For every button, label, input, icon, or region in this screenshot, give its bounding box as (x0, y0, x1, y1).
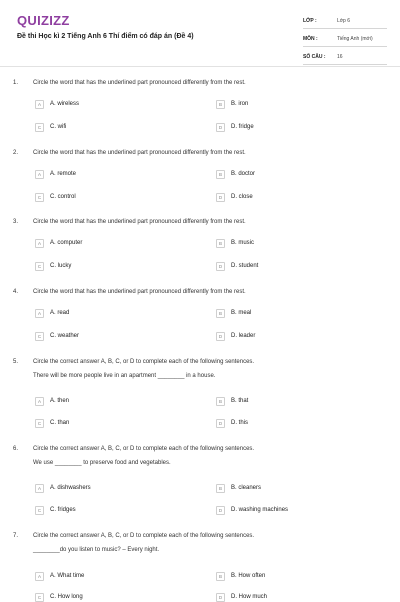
question-text: Circle the word that has the underlined part pronounced differently from the rest. (33, 150, 246, 156)
option-label: B. cleaners (231, 485, 262, 491)
option-label: A. dishwashers (50, 485, 91, 491)
option-letter-box: A (35, 572, 44, 581)
option-label: D. fridge (231, 124, 254, 130)
option-d[interactable] (216, 592, 267, 602)
option-letter-box: C (35, 593, 44, 602)
question-text: Circle the word that has the underlined part pronounced differently from the rest. (33, 289, 246, 295)
option-letter-box: D (216, 123, 225, 132)
option-letter-box: D (216, 193, 225, 202)
option-letter-box: A (35, 170, 44, 179)
option-label: D. student (231, 263, 259, 269)
meta-key: LỚP : (303, 18, 317, 24)
option-b[interactable] (216, 308, 251, 318)
option-b[interactable] (216, 169, 255, 179)
option-label: C. weather (50, 333, 80, 339)
option-a[interactable] (35, 99, 79, 109)
meta-key: MÔN : (303, 36, 318, 42)
question-text: Circle the correct answer A, B, C, or D to complete each of the following sentences. (33, 533, 255, 539)
option-letter-box: B (216, 397, 225, 406)
option-label: D. leader (231, 333, 256, 339)
option-label: D. close (231, 194, 253, 200)
option-letter-box: B (216, 484, 225, 493)
question-number: 1. (13, 80, 19, 86)
meta-value: 16 (337, 54, 343, 60)
option-letter-box: C (35, 123, 44, 132)
page-title: Đề thi Học kì 2 Tiếng Anh 6 Thí điểm có đáp án (Đề 4) (17, 33, 194, 40)
question-text: Circle the correct answer A, B, C, or D to complete each of the following sentences. (33, 359, 255, 365)
option-letter-box: B (216, 100, 225, 109)
option-c[interactable] (35, 261, 71, 271)
option-b[interactable] (216, 571, 265, 581)
option-letter-box: C (35, 419, 44, 428)
question-number: 3. (13, 219, 19, 225)
question-sentence: There will be more people live in an apartment ________ in a house. (33, 373, 216, 379)
option-d[interactable] (216, 418, 248, 428)
question-sentence: We use ________ to preserve food and vegetables. (33, 460, 171, 466)
option-letter-box: A (35, 397, 44, 406)
question-number: 2. (13, 150, 19, 156)
question-text: Circle the word that has the underlined part pronounced differently from the rest. (33, 80, 246, 86)
option-letter-box: D (216, 262, 225, 271)
option-label: D. washing machines (231, 507, 289, 513)
option-label: C. than (50, 420, 70, 426)
option-c[interactable] (35, 418, 69, 428)
option-label: B. that (231, 398, 249, 404)
option-c[interactable] (35, 505, 76, 515)
question-number: 7. (13, 533, 19, 539)
option-label: A. wireless (50, 101, 80, 107)
option-d[interactable] (216, 505, 288, 515)
option-label: C. lucky (50, 263, 72, 269)
option-a[interactable] (35, 169, 76, 179)
option-letter-box: D (216, 593, 225, 602)
option-a[interactable] (35, 483, 91, 493)
option-label: A. What time (50, 573, 85, 579)
option-d[interactable] (216, 122, 254, 132)
option-label: B. music (231, 240, 255, 246)
option-b[interactable] (216, 238, 254, 248)
option-label: C. fridges (50, 507, 76, 513)
option-letter-box: A (35, 309, 44, 318)
meta-row-class (303, 14, 387, 29)
option-letter-box: C (35, 262, 44, 271)
option-letter-box: D (216, 506, 225, 515)
option-label: B. doctor (231, 171, 256, 177)
question-text: Circle the word that has the underlined part pronounced differently from the rest. (33, 219, 246, 225)
header-divider (0, 66, 400, 67)
option-label: B. How often (231, 573, 266, 579)
option-a[interactable] (35, 396, 69, 406)
question-number: 6. (13, 446, 19, 452)
option-c[interactable] (35, 192, 76, 202)
option-label: C. How long (50, 594, 83, 600)
option-d[interactable] (216, 331, 255, 341)
option-label: B. iron (231, 101, 249, 107)
option-label: B. meal (231, 310, 252, 316)
option-letter-box: C (35, 193, 44, 202)
option-label: D. How much (231, 594, 268, 600)
option-letter-box: A (35, 100, 44, 109)
option-label: A. read (50, 310, 70, 316)
option-label: C. wifi (50, 124, 67, 130)
option-b[interactable] (216, 396, 248, 406)
option-letter-box: B (216, 170, 225, 179)
option-a[interactable] (35, 571, 84, 581)
meta-row-count (303, 50, 387, 65)
option-letter-box: B (216, 239, 225, 248)
question-sentence: ________do you listen to music? – Every night. (33, 547, 160, 553)
question-number: 5. (13, 359, 19, 365)
meta-key: SỐ CÂU : (303, 54, 326, 60)
quizizz-logo[interactable]: QUIZIZZ (17, 13, 70, 28)
option-d[interactable] (216, 261, 258, 271)
option-c[interactable] (35, 331, 79, 341)
option-b[interactable] (216, 99, 248, 109)
option-a[interactable] (35, 308, 69, 318)
option-letter-box: C (35, 332, 44, 341)
meta-value: Lớp 6 (337, 18, 351, 24)
option-label: A. computer (50, 240, 83, 246)
option-c[interactable] (35, 592, 83, 602)
option-letter-box: B (216, 309, 225, 318)
option-label: D. this (231, 420, 249, 426)
option-label: A. remote (50, 171, 77, 177)
option-d[interactable] (216, 192, 253, 202)
option-c[interactable] (35, 122, 66, 132)
meta-value: Tiếng Anh (mới) (337, 36, 373, 42)
option-letter-box: A (35, 484, 44, 493)
option-letter-box: D (216, 332, 225, 341)
option-letter-box: C (35, 506, 44, 515)
option-a[interactable] (35, 238, 82, 248)
question-number: 4. (13, 289, 19, 295)
option-label: A. then (50, 398, 70, 404)
option-label: C. control (50, 194, 76, 200)
option-letter-box: D (216, 419, 225, 428)
option-b[interactable] (216, 483, 261, 493)
meta-row-subject (303, 32, 387, 47)
question-text: Circle the correct answer A, B, C, or D to complete each of the following sentences. (33, 446, 255, 452)
option-letter-box: A (35, 239, 44, 248)
worksheet-meta (303, 14, 387, 65)
option-letter-box: B (216, 572, 225, 581)
